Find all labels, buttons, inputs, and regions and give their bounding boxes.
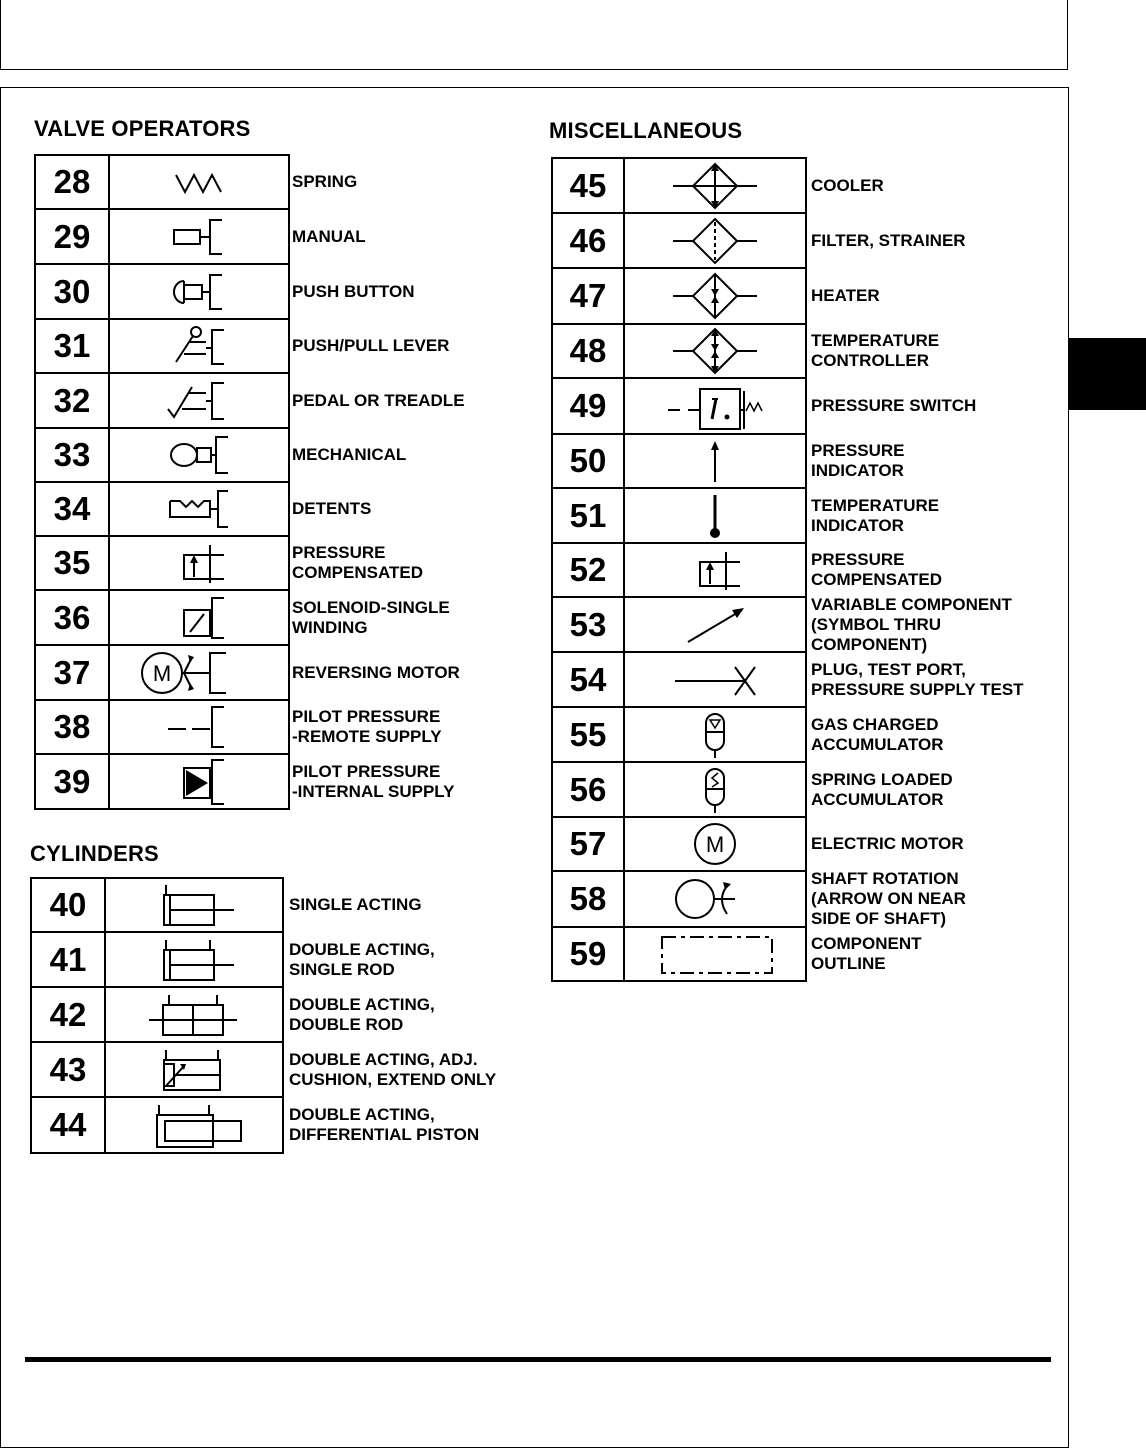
detents-symbol <box>109 482 289 536</box>
symbol-number: 37 <box>35 645 109 700</box>
header-frame <box>0 0 1068 70</box>
reversing-motor-symbol-drawing <box>134 649 264 697</box>
symbol-description <box>292 663 460 683</box>
symbol-row <box>31 932 283 987</box>
variable-component-symbol-drawing <box>670 600 760 650</box>
pedal-symbol <box>109 373 289 428</box>
description-line: INDICATOR <box>811 515 904 535</box>
filter-symbol-drawing <box>655 216 775 266</box>
motor-letter: M <box>152 660 172 686</box>
pilot-internal-symbol <box>109 754 289 809</box>
description-line: DOUBLE ACTING, <box>289 994 435 1014</box>
description-line: SOLENOID-SINGLE <box>292 597 450 617</box>
symbol-row <box>35 428 289 482</box>
symbol-number: 53 <box>552 597 624 652</box>
description-line: DOUBLE ROD <box>289 1014 404 1034</box>
symbol-row <box>552 817 806 871</box>
description-line: (ARROW ON NEAR <box>811 889 966 908</box>
spring-symbol-drawing <box>154 162 244 202</box>
description-line: DETENTS <box>292 499 372 518</box>
description-line: WINDING <box>292 617 368 637</box>
symbol-number: 38 <box>35 700 109 754</box>
differential-piston-symbol <box>105 1097 283 1153</box>
description-line: PRESSURE SWITCH <box>811 396 977 415</box>
push-pull-lever-symbol-drawing <box>154 324 244 368</box>
description-line: PILOT PRESSURE <box>292 707 441 726</box>
symbol-description <box>811 550 942 590</box>
symbol-number: 29 <box>35 209 109 264</box>
description-line: PLUG, TEST PORT, <box>811 659 966 679</box>
symbol-row <box>35 754 289 809</box>
symbol-description <box>811 595 1012 655</box>
mechanical-symbol <box>109 428 289 482</box>
cylinders-heading: CYLINDERS <box>30 841 159 866</box>
description-line: ACCUMULATOR <box>811 789 944 809</box>
description-line: SIDE OF SHAFT) <box>811 909 947 928</box>
symbol-row <box>552 762 806 817</box>
symbol-description <box>292 172 357 192</box>
push-pull-lever-symbol <box>109 319 289 373</box>
symbol-number: 36 <box>35 590 109 645</box>
symbol-description <box>811 834 964 854</box>
symbol-number: 45 <box>552 158 624 213</box>
symbol-description <box>292 707 442 747</box>
description-line: -REMOTE SUPPLY <box>292 727 442 746</box>
push-button-symbol-drawing <box>154 272 244 312</box>
symbol-description <box>292 336 449 356</box>
push-button-symbol <box>109 264 289 319</box>
spring-symbol <box>109 155 289 209</box>
symbol-row <box>35 373 289 428</box>
symbol-number: 28 <box>35 155 109 209</box>
symbol-row <box>35 700 289 754</box>
symbol-row <box>35 264 289 319</box>
temperature-indicator-symbol-drawing <box>670 491 760 541</box>
description-line: PRESSURE SUPPLY TEST <box>811 679 1024 699</box>
symbol-description <box>811 286 880 306</box>
symbol-row <box>552 652 806 707</box>
symbol-description <box>289 1050 496 1090</box>
manual-symbol <box>109 209 289 264</box>
plug-test-port-symbol <box>624 652 806 707</box>
symbol-number: 48 <box>552 324 624 378</box>
description-line: CONTROLLER <box>811 351 930 370</box>
description-line: COMPONENT) <box>811 634 928 654</box>
symbol-description <box>811 869 966 929</box>
symbol-description <box>811 176 884 196</box>
pressure-switch-symbol-drawing <box>650 381 780 431</box>
symbol-number: 40 <box>31 878 105 932</box>
description-line: PRESSURE <box>292 543 386 562</box>
symbol-number: 54 <box>552 652 624 707</box>
symbol-row <box>552 488 806 543</box>
symbol-number: 43 <box>31 1042 105 1097</box>
symbol-description <box>811 331 939 371</box>
symbol-description <box>292 499 371 519</box>
symbol-description <box>292 543 423 583</box>
symbol-row <box>35 155 289 209</box>
symbol-description <box>292 282 414 302</box>
valve-operators-heading: VALVE OPERATORS <box>34 116 251 141</box>
symbol-number: 30 <box>35 264 109 319</box>
pressure-compensated-symbol <box>624 543 806 597</box>
shaft-rotation-symbol-drawing <box>655 874 775 924</box>
symbol-row <box>31 878 283 932</box>
symbol-number: 56 <box>552 762 624 817</box>
symbol-description <box>289 1105 479 1145</box>
symbol-number: 35 <box>35 536 109 590</box>
single-acting-symbol <box>105 878 283 932</box>
symbol-description <box>292 391 465 411</box>
symbol-number: 46 <box>552 213 624 268</box>
description-line: DOUBLE ACTING, <box>289 1105 435 1124</box>
symbol-row <box>552 871 806 927</box>
symbol-row <box>552 434 806 488</box>
symbol-row <box>35 209 289 264</box>
double-acting-double-rod-symbol-drawing <box>139 991 249 1039</box>
description-line: ELECTRIC MOTOR <box>811 834 964 853</box>
pressure-compensated-symbol <box>109 536 289 590</box>
description-line: REVERSING MOTOR <box>292 662 460 682</box>
description-line: INDICATOR <box>811 461 904 480</box>
description-line: SINGLE ACTING <box>289 895 422 914</box>
description-line: SINGLE ROD <box>289 959 395 979</box>
symbol-row <box>552 268 806 324</box>
pressure-compensated-symbol-drawing <box>670 548 760 592</box>
differential-piston-symbol-drawing <box>139 1101 249 1149</box>
symbol-row <box>35 319 289 373</box>
symbol-description <box>292 445 406 465</box>
description-line: PUSH BUTTON <box>292 281 415 301</box>
pilot-remote-symbol-drawing <box>154 703 244 751</box>
symbol-row <box>35 645 289 700</box>
footer-rule <box>25 1357 1051 1362</box>
symbol-row <box>35 590 289 645</box>
description-line: SPRING LOADED <box>811 769 953 789</box>
manual-symbol-drawing <box>154 217 244 257</box>
solenoid-symbol-drawing <box>154 596 244 640</box>
gas-accumulator-symbol <box>624 707 806 762</box>
pressure-indicator-symbol <box>624 434 806 488</box>
symbol-number: 34 <box>35 482 109 536</box>
mechanical-symbol-drawing <box>154 433 244 477</box>
symbol-description <box>811 934 922 974</box>
symbol-row <box>552 213 806 268</box>
pressure-switch-symbol <box>624 378 806 434</box>
reversing-motor-symbol <box>109 645 289 700</box>
description-line: MANUAL <box>292 226 366 246</box>
description-line: COOLER <box>811 175 884 195</box>
cooler-symbol-drawing <box>655 161 775 211</box>
symbol-description <box>292 598 450 638</box>
description-line: GAS CHARGED <box>811 714 939 734</box>
description-line: FILTER, STRAINER <box>811 230 966 250</box>
description-line: SPRING <box>292 172 358 191</box>
valve-operators-table <box>34 154 290 810</box>
symbol-row <box>31 987 283 1042</box>
description-line: MECHANICAL <box>292 445 407 464</box>
symbol-description <box>289 895 422 915</box>
description-line: COMPONENT <box>811 934 922 953</box>
symbol-description <box>289 995 435 1035</box>
symbol-number: 55 <box>552 707 624 762</box>
symbol-number: 31 <box>35 319 109 373</box>
section-tab-marker <box>1069 338 1146 410</box>
symbol-row <box>552 324 806 378</box>
description-line: TEMPERATURE <box>811 331 940 350</box>
filter-symbol <box>624 213 806 268</box>
heater-symbol <box>624 268 806 324</box>
spring-accumulator-symbol-drawing <box>670 765 760 815</box>
symbol-row <box>31 1042 283 1097</box>
description-line: DOUBLE ACTING, ADJ. <box>289 1049 478 1069</box>
symbol-description <box>811 231 966 251</box>
symbol-row <box>31 1097 283 1153</box>
solenoid-symbol <box>109 590 289 645</box>
adj-cushion-symbol-drawing <box>144 1046 244 1094</box>
symbol-description <box>292 762 454 802</box>
description-line: OUTLINE <box>811 954 886 973</box>
single-acting-symbol-drawing <box>144 881 244 929</box>
description-line: ACCUMULATOR <box>811 734 944 754</box>
description-line: HEATER <box>811 286 880 305</box>
cylinders-table <box>30 877 284 1154</box>
symbol-number: 33 <box>35 428 109 482</box>
symbol-row <box>552 707 806 762</box>
detents-symbol-drawing <box>154 487 244 531</box>
component-outline-symbol <box>624 927 806 981</box>
symbol-description <box>811 660 1024 700</box>
symbol-row <box>552 597 806 652</box>
description-line: PUSH/PULL LEVER <box>292 336 450 355</box>
double-acting-single-rod-symbol <box>105 932 283 987</box>
pedal-symbol-drawing <box>154 379 244 423</box>
symbol-description <box>811 715 944 755</box>
symbol-row <box>35 536 289 590</box>
description-line: PRESSURE <box>811 441 905 460</box>
description-line: (SYMBOL THRU <box>811 614 942 634</box>
symbol-row <box>552 378 806 434</box>
symbol-number: 58 <box>552 871 624 927</box>
description-line: VARIABLE COMPONENT <box>811 594 1012 614</box>
symbol-description <box>811 441 905 481</box>
symbol-description <box>811 396 976 416</box>
miscellaneous-heading: MISCELLANEOUS <box>549 118 743 143</box>
temperature-controller-symbol-drawing <box>655 326 775 376</box>
shaft-rotation-symbol <box>624 871 806 927</box>
symbol-row <box>552 158 806 213</box>
symbol-description <box>811 496 939 536</box>
description-line: PILOT PRESSURE <box>292 761 441 781</box>
miscellaneous-table <box>551 157 807 982</box>
pilot-remote-symbol <box>109 700 289 754</box>
symbol-row <box>552 543 806 597</box>
symbol-description <box>811 770 953 810</box>
description-line: PRESSURE <box>811 550 905 569</box>
symbol-number: 59 <box>552 927 624 981</box>
description-line: COMPENSATED <box>811 570 942 589</box>
symbol-number: 52 <box>552 543 624 597</box>
symbol-number: 42 <box>31 987 105 1042</box>
heater-symbol-drawing <box>655 271 775 321</box>
symbol-description <box>292 227 366 247</box>
symbol-number: 39 <box>35 754 109 809</box>
description-line: TEMPERATURE <box>811 495 940 515</box>
symbol-row <box>35 482 289 536</box>
gas-accumulator-symbol-drawing <box>670 710 760 760</box>
symbol-description <box>289 940 435 980</box>
symbol-row <box>552 927 806 981</box>
symbol-number: 57 <box>552 817 624 871</box>
description-line: DIFFERENTIAL PISTON <box>289 1125 480 1144</box>
description-line: PEDAL OR TREADLE <box>292 390 465 410</box>
cooler-symbol <box>624 158 806 213</box>
pilot-internal-symbol-drawing <box>154 758 244 806</box>
symbol-number: 49 <box>552 378 624 434</box>
description-line: -INTERNAL SUPPLY <box>292 781 455 801</box>
motor-letter: M <box>705 832 725 857</box>
description-line: COMPENSATED <box>292 563 423 582</box>
description-line: DOUBLE ACTING, <box>289 939 435 959</box>
temperature-controller-symbol <box>624 324 806 378</box>
symbol-number: 51 <box>552 488 624 543</box>
pressure-compensated-symbol-drawing <box>154 541 244 585</box>
temperature-indicator-symbol <box>624 488 806 543</box>
description-line: CUSHION, EXTEND ONLY <box>289 1069 497 1089</box>
symbol-number: 32 <box>35 373 109 428</box>
pressure-indicator-symbol-drawing <box>670 436 760 486</box>
description-line: SHAFT ROTATION <box>811 869 959 888</box>
symbol-number: 41 <box>31 932 105 987</box>
plug-test-port-symbol-drawing <box>655 655 775 705</box>
electric-motor-symbol <box>624 817 806 871</box>
double-acting-double-rod-symbol <box>105 987 283 1042</box>
symbol-number: 47 <box>552 268 624 324</box>
symbol-number: 44 <box>31 1097 105 1153</box>
symbol-number: 50 <box>552 434 624 488</box>
variable-component-symbol <box>624 597 806 652</box>
double-acting-single-rod-symbol-drawing <box>144 936 244 984</box>
component-outline-symbol-drawing <box>650 929 780 979</box>
adj-cushion-symbol <box>105 1042 283 1097</box>
spring-accumulator-symbol <box>624 762 806 817</box>
electric-motor-symbol-drawing <box>670 819 760 869</box>
